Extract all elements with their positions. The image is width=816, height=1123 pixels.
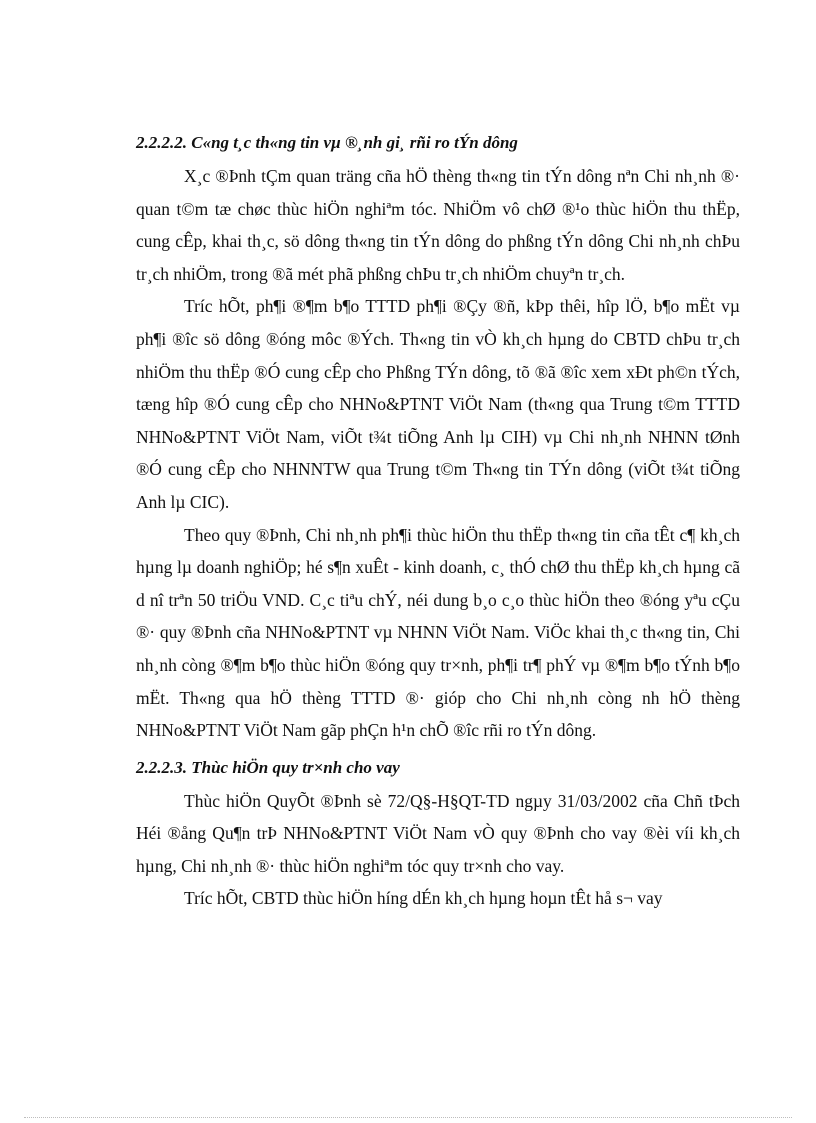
page-bottom-divider — [24, 1117, 792, 1118]
document-body — [136, 126, 740, 915]
section-heading-lending-process: 2.2.2.3. Thùc hiÖn quy tr×nh cho vay — [136, 757, 400, 777]
section-heading-information: 2.2.2.2. C«ng t¸c th«ng tin vµ ®¸nh gi¸ rñi ro tÝn dông — [136, 133, 518, 152]
paragraph: Theo quy ®Þnh, Chi nh¸nh ph¶i thùc hiÖn thu thËp th«ng tin cña tÊt c¶ kh¸ch hµng lµ doanh nghiÖp; hé s¶n xuÊt - kinh doanh, c¸ thÓ chØ thu thËp kh¸ch hµng cã d nî trªn 50 triÖu VND. C¸c tiªu chÝ, néi dung b¸o c¸o thùc hiÖn theo ®óng yªu cÇu ®· quy ®Þnh cña NHNo&PTNT vµ NHNN ViÖt Nam. ViÖc khai th¸c th«ng tin, Chi nh¸nh còng ®¶m b¶o thùc hiÖn ®óng quy tr×nh, ph¶i tr¶ phÝ vµ ®¶m b¶o tÝnh b¶o mËt. Th«ng qua hÖ thèng TTTD ®· gióp cho Chi nh¸nh còng nh hÖ thèng NHNo&PTNT ViÖt Nam gãp phÇn h¹n chÕ ®îc rñi ro tÝn dông. — [136, 524, 740, 741]
paragraph: Thùc hiÖn QuyÕt ®Þnh sè 72/Q§-H§QT-TD ngµy 31/03/2002 cña Chñ tÞch Héi ®ång Qu¶n trÞ NHNo&PTNT ViÖt Nam vÒ quy ®Þnh cho vay ®èi víi kh¸ch hµng, Chi nh¸nh ®· thùc hiÖn nghiªm tóc quy tr×nh cho vay. — [136, 790, 740, 876]
paragraph: X¸c ®Þnh tÇm quan träng cña hÖ thèng th«ng tin tÝn dông nªn Chi nh¸nh ®· quan t©m tæ chøc thùc hiÖn nghiªm tóc. NhiÖm vô chØ ®¹o thùc hiÖn thu thËp, cung cÊp, khai th¸c, sö dông th«ng tin tÝn dông do phßng tÝn dông Chi nh¸nh chÞu tr¸ch nhiÖm, trong ®ã mét phã phßng chÞu tr¸ch nhiÖm chuyªn tr¸ch. — [136, 166, 740, 284]
paragraph: Tríc hÕt, CBTD thùc hiÖn híng dÉn kh¸ch hµng hoµn tÊt hå s¬ vay — [184, 888, 663, 909]
paragraph: Tríc hÕt, ph¶i ®¶m b¶o TTTD ph¶i ®Çy ®ñ, kÞp thêi, hîp lÖ, b¶o mËt vµ ph¶i ®îc sö dông ®óng môc ®Ých. Th«ng tin vÒ kh¸ch hµng do CBTD chÞu tr¸ch nhiÖm thu thËp ®Ó cung cÊp cho Phßng TÝn dông, tõ ®ã ®îc xem xÐt ph©n tÝch, tæng hîp ®Ó cung cÊp cho NHNo&PTNT ViÖt Nam (th«ng qua Trung t©m TTTD NHNo&PTNT ViÖt Nam, viÕt t¾t tiÕng Anh lµ CIH) vµ Chi nh¸nh NHNN tØnh ®Ó cung cÊp cho NHNNTW qua Trung t©m Th«ng tin TÝn dông (viÕt t¾t tiÕng Anh lµ CIC). — [136, 296, 740, 512]
